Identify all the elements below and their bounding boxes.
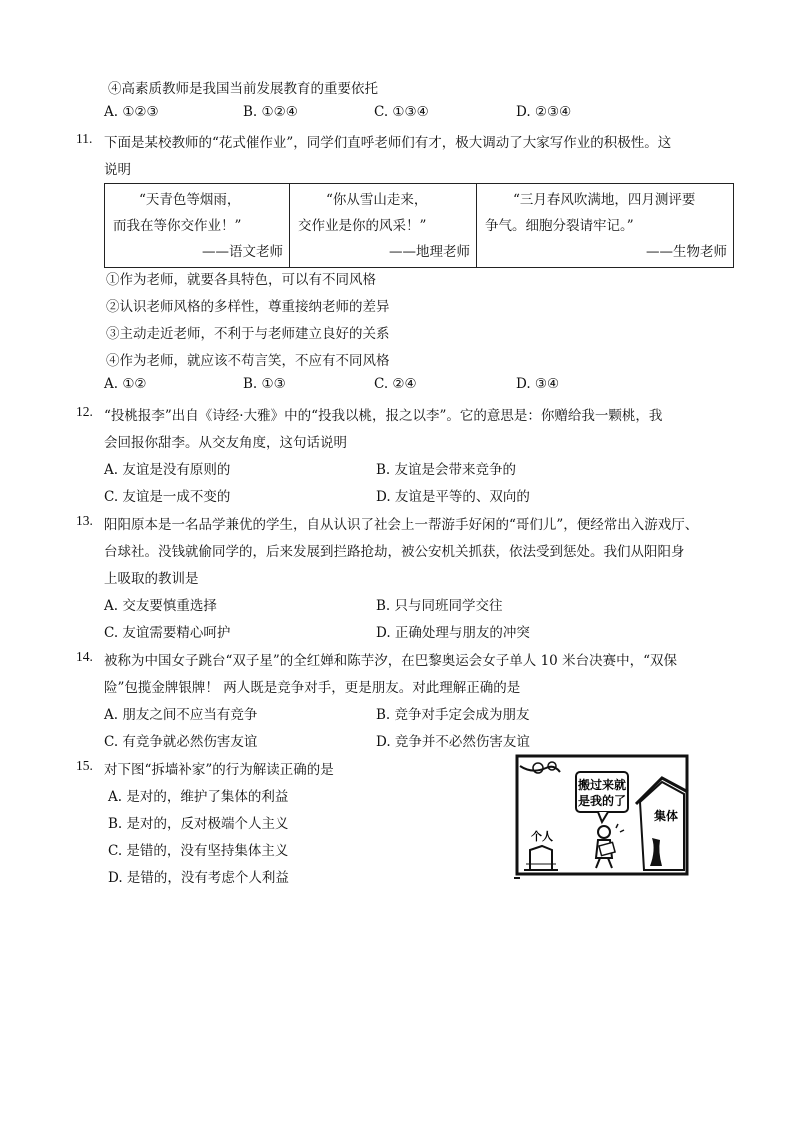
q12-stem-line2: 会回报你甜李。从交友角度，这句话说明 — [104, 435, 347, 451]
poem-line: 争气。细胞分裂请牢记。” — [485, 218, 634, 234]
cartoon-person-head — [598, 826, 610, 838]
q11-statement-1: ①作为老师，就要各具特色，可以有不同风格 — [106, 272, 376, 288]
q11-poem-table — [104, 183, 734, 268]
q12-option-d: D. 友谊是平等的、双向的 — [376, 489, 530, 505]
q13-stem-line2: 台球社。没钱就偷同学的，后来发展到拦路抢劫，被公安机关抓获，依法受到惩处。我们从阳阳身 — [104, 544, 685, 560]
q13-stem-line1: 阳阳原本是一名品学兼优的学生，自从认识了社会上一帮游手好闲的“哥们儿”，便经常出入游戏厅、 — [104, 517, 699, 533]
q10-option-d: D. ②③④ — [516, 104, 572, 120]
q11-option-c: C. ②④ — [374, 376, 417, 392]
poem-line: 交作业是你的风采！” — [298, 218, 427, 234]
q13-option-b: B. 只与同班同学交往 — [376, 598, 503, 614]
q12-option-c: C. 友谊是一成不变的 — [104, 489, 231, 505]
q15-option-a: A. 是对的，维护了集体的利益 — [108, 789, 289, 805]
cartoon-bubble-text-line2: 是我的了 — [577, 794, 627, 808]
q14-stem-line1: 被称为中国女子跳台“双子星”的全红婵和陈芋汐，在巴黎奥运会女子单人 10 米台决赛中，“双保 — [104, 653, 677, 669]
q15-cartoon-image — [512, 754, 690, 880]
q15-stem: 对下图“拆墙补家”的行为解读正确的是 — [104, 762, 334, 778]
q11-statement-4: ④作为老师，就应该不苟言笑，不应有不同风格 — [106, 353, 390, 369]
poem-line: “三月春风吹满地，四月测评要 — [513, 192, 696, 208]
q15-option-c: C. 是错的，没有坚持集体主义 — [108, 843, 289, 859]
q11-option-d: D. ③④ — [516, 376, 560, 392]
q12-number: 12. — [76, 404, 93, 419]
q14-option-b: B. 竞争对手定会成为朋友 — [376, 707, 530, 723]
q14-option-d: D. 竞争并不必然伤害友谊 — [376, 734, 530, 750]
q11-stem-line2: 说明 — [104, 162, 131, 178]
poem-cell-biology — [477, 184, 734, 268]
q11-stem-line1: 下面是某校教师的“花式催作业”，同学们直呼老师们有才，极大调动了大家写作业的积极性。这 — [104, 135, 672, 151]
q13-option-a: A. 交友要慎重选择 — [104, 598, 217, 614]
cartoon-bubble-text-line1: 搬过来就 — [577, 778, 627, 792]
q11-option-a: A. ①② — [104, 376, 147, 392]
q12-option-b: B. 友谊是会带来竞争的 — [376, 462, 517, 478]
poem-signature: ——语文老师 — [202, 244, 283, 260]
q13-number: 13. — [76, 513, 93, 528]
q11-number: 11. — [76, 131, 93, 146]
q10-option-a: A. ①②③ — [104, 104, 159, 120]
poem-line: “你从雪山走来， — [326, 192, 428, 208]
poem-cell-chinese — [105, 184, 290, 268]
q13-option-c: C. 友谊需要精心呵护 — [104, 625, 231, 641]
q14-stem-line2: 险”包揽金牌银牌！ 两人既是竞争对手，更是朋友。对此理解正确的是 — [104, 680, 521, 696]
cartoon-individual-label: 个人 — [531, 830, 553, 843]
q12-stem-line1: “投桃报李”出自《诗经·大雅》中的“投我以桃，报之以李”。它的意思是：你赠给我一颗桃，我 — [104, 408, 663, 424]
poem-signature: ——生物老师 — [646, 244, 727, 260]
q10-option-c: C. ①③④ — [374, 104, 429, 120]
q14-number: 14. — [76, 649, 93, 664]
q15-number: 15. — [76, 758, 93, 773]
q14-option-a: A. 朋友之间不应当有竞争 — [104, 707, 258, 723]
q13-option-d: D. 正确处理与朋友的冲突 — [376, 625, 530, 641]
poem-cell-geography — [290, 184, 477, 268]
q11-option-b: B. ①③ — [243, 376, 286, 392]
q10-statement-4: ④高素质教师是我国当前发展教育的重要依托 — [108, 81, 378, 97]
cartoon-individual-house — [530, 846, 552, 870]
poem-line: “天青色等烟雨， — [139, 192, 241, 208]
q10-option-b: B. ①②④ — [243, 104, 298, 120]
q15-option-b: B. 是对的，反对极端个人主义 — [108, 816, 289, 832]
q13-stem-line3: 上吸取的教训是 — [104, 571, 199, 587]
q12-option-a: A. 友谊是没有原则的 — [104, 462, 231, 478]
q15-option-d: D. 是错的，没有考虑个人利益 — [108, 870, 289, 886]
q11-statement-3: ③主动走近老师，不利于与老师建立良好的关系 — [106, 326, 390, 342]
q11-statement-2: ②认识老师风格的多样性，尊重接纳老师的差异 — [106, 299, 390, 315]
poem-line: 而我在等你交作业！” — [113, 218, 242, 234]
cartoon-collective-label: 集体 — [653, 809, 679, 823]
q14-option-c: C. 有竞争就必然伤害友谊 — [104, 734, 258, 750]
poem-signature: ——地理老师 — [389, 244, 470, 260]
